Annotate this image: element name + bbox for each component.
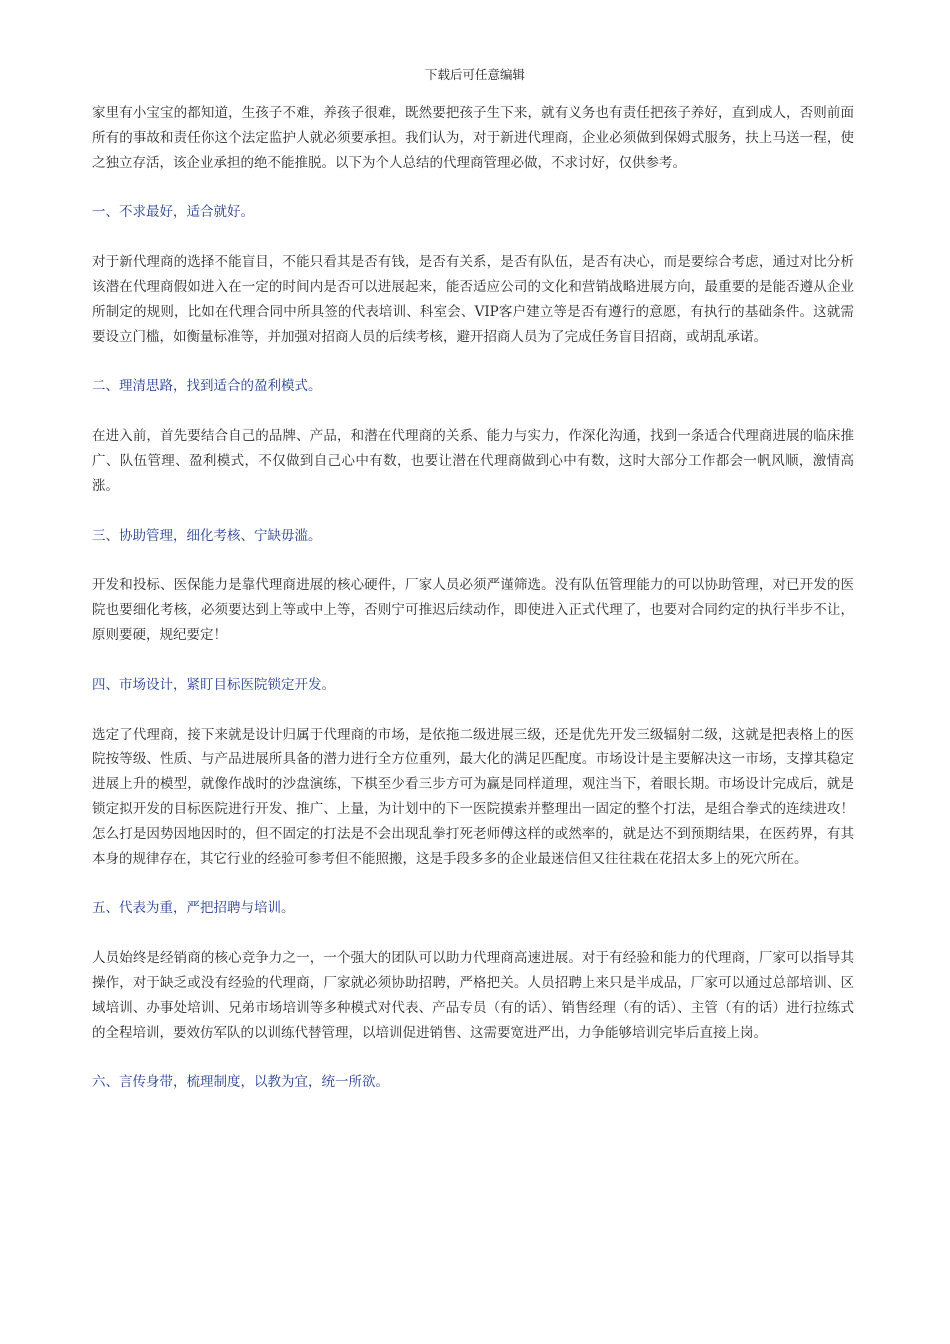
section-heading-1: 一、不求最好，适合就好。 (92, 204, 254, 221)
section-body-1: 对于新代理商的选择不能盲目，不能只看其是否有钱，是否有关系，是否有队伍，是否有决心，而是要综合考虑，通过对比分析该潜在代理商假如进入在一定的时间内是否可以进展起来，能否适应公司的文化和营销战略进展方向，最重要的是能否遵从企业所制定的规则，比如在代理合同中所具签的代表培训、科室会、VIP客户建立等是否有遵行的意愿，有执行的基础条件。这就需要设立门槛，如衡量标准等，并加强对招商人员的后续考核，避开招商人员为了完成任务盲目招商，或胡乱承诺。 (92, 254, 854, 345)
page-header: 下载后可任意编辑 (424, 67, 525, 82)
section-heading-3: 三、协助管理，细化考核、宁缺毋滥。 (92, 527, 322, 544)
section-body-3: 开发和投标、医保能力是靠代理商进展的核心硬件，厂家人员必须严谨筛选。没有队伍管理能力的可以协助管理，对已开发的医院也要细化考核，必须要达到上等或中上等，否则宁可推迟后续动作，即使进入正式代理了，也要对合同约定的执行半步不让，原则要硬，规纪要定！ (92, 577, 854, 643)
section-body-5: 人员始终是经销商的核心竞争力之一，一个强大的团队可以助力代理商高速进展。对于有经验和能力的代理商，厂家可以指导其操作，对于缺乏或没有经验的代理商，厂家就必须协助招聘，严格把关。人员招聘上来只是半成品，厂家可以通过总部培训、区域培训、办事处培训、兄弟市场培训等多种模式对代表、产品专员（有的话）、销售经理（有的话）、主管（有的话）进行拉练式的全程培训，要效仿军队的以训练代替管理，以培训促进销售、这需要宽进严出，力争能够培训完毕后直接上岗。 (92, 950, 854, 1041)
section-heading-4: 四、市场设计，紧盯目标医院锁定开发。 (92, 676, 335, 693)
section-body-4: 选定了代理商，接下来就是设计归属于代理商的市场，是依拖二级进展三级，还是优先开发三级辐射二级，这就是把表格上的医院按等级、性质、与产品进展所具备的潜力进行全方位重列，最大化的满足匹配度。市场设计是主要解决这一市场，支撑其稳定进展上升的模型，就像作战时的沙盘演练，下棋至少看三步方可为赢是同样道理，观注当下，着眼长期。市场设计完成后，就是锁定拟开发的目标医院进行开发、推广、上量，为计划中的下一医院摸索并整理出一固定的整个打法，是组合拳式的连续进攻！怎么打是因势因地因时的，但不固定的打法是不会出现乱拳打死老师傅这样的或然率的，就是达不到预期结果，在医药界，有其本身的规律存在，其它行业的经验可参考但不能照搬，这是手段多多的企业最迷信但又往往栽在花招太多上的死穴所在。 (92, 726, 854, 867)
section-heading-2: 二、理清思路，找到适合的盈利模式。 (92, 378, 322, 395)
section-heading-5: 五、代表为重，严把招聘与培训。 (92, 900, 295, 917)
section-heading-6: 六、言传身带，梳理制度，以教为宜，统一所欲。 (92, 1074, 389, 1091)
document-body (92, 101, 854, 1120)
intro-paragraph: 家里有小宝宝的都知道，生孩子不难，养孩子很难，既然要把孩子生下来，就有义务也有责任把孩子养好，直到成人，否则前面所有的事故和责任你这个法定监护人就必须要承担。我们认为，对于新进代理商，企业必须做到保姆式服务，扶上马送一程，使之独立存活，该企业承担的绝不能推脱。以下为个人总结的代理商管理必做，不求讨好，仅供参考。 (92, 105, 854, 171)
section-body-2: 在进入前，首先要结合自己的品牌、产品，和潜在代理商的关系、能力与实力，作深化沟通，找到一条适合代理商进展的临床推广、队伍管理、盈利模式，不仅做到自己心中有数，也要让潜在代理商做到心中有数，这时大部分工作都会一帆风顺，激情高涨。 (92, 428, 854, 494)
